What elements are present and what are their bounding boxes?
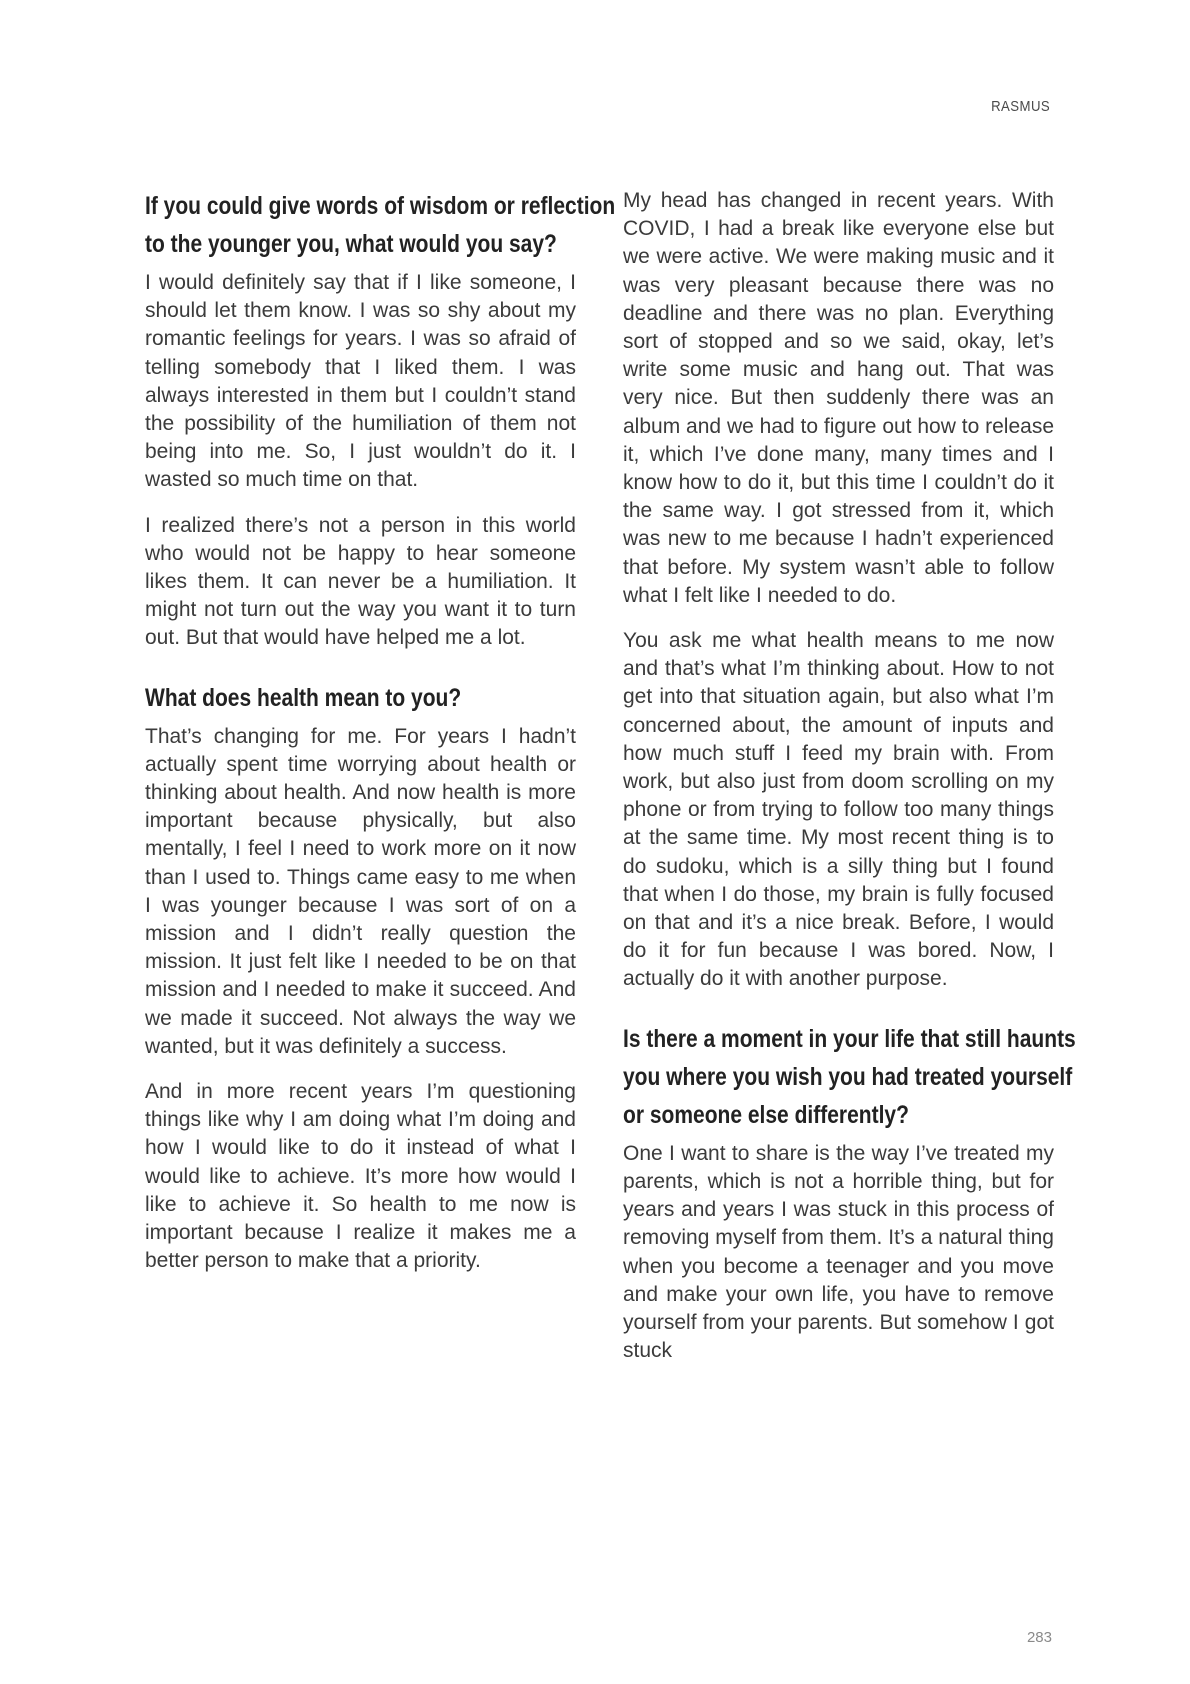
answer-paragraph: One I want to share is the way I’ve treated my parents, which is not a horrible thing, but for years and years I was stuck in this process of removing myself from them. It’s a natural thing when you become a teenager and you move and make your own life, you have to remove yourself from your parents. But somehow I got stuck — [623, 1141, 1054, 1363]
question-line: or someone else differently? — [623, 1100, 909, 1129]
answer-paragraph: That’s changing for me. For years I hadn’t actually spent time worrying about health or thinking about health. And now health is more important because physically, but also mentally, I feel I need to work more on it now than I used to. Things came easy to me when I was younger because I was sort of on a mission and I didn’t really question the mission. It just felt like I needed to be on that mission and I needed to make it succeed. And we made it succeed. Not always the way we wanted, but it was definitely a success. — [145, 724, 576, 1058]
answer-paragraph: And in more recent years I’m questioning things like why I am doing what I’m doing and how I would like to do it instead of what I would like to achieve. It’s more how would I like to achieve it. So health to me now is important because I realize it makes me a better person to make that a priority. — [145, 1080, 576, 1273]
question-line: to the younger you, what would you say? — [145, 230, 557, 258]
question-heading-wisdom — [145, 187, 616, 263]
question-line: What does health mean to you? — [145, 683, 462, 712]
answer-paragraph: I realized there’s not a person in this world who would not be happy to hear someone likes them. It can never be a humiliation. It might not turn out the way you want it to turn out. But that would have helped me a lot. — [145, 513, 576, 650]
left-column — [145, 187, 616, 1293]
question-line: you where you wish you had treated yourself — [623, 1062, 1073, 1091]
running-header: RASMUS — [990, 98, 1050, 115]
right-column — [623, 187, 1076, 1382]
question-line: If you could give words of wisdom or reflection — [145, 192, 616, 220]
question-heading-haunts — [623, 1020, 1076, 1134]
question-heading-health — [145, 679, 576, 717]
question-line: Is there a moment in your life that still haunts — [623, 1024, 1076, 1053]
answer-paragraph: I would definitely say that if I like someone, I should let them know. I was so shy about my romantic feelings for years. I was so afraid of telling somebody that I liked them. I was always interested in them but I couldn’t stand the possibility of the humiliation of them not being into me. So, I just wouldn’t do it. I wasted so much time on that. — [145, 271, 576, 492]
answer-paragraph: My head has changed in recent years. With COVID, I had a break like everyone else but we were active. We were making music and it was very pleasant because there was no deadline and there was no plan. Everything sort of stopped and so we said, okay, let’s write some music and hang out. That was very nice. But then suddenly there was an album and we had to figure out how to release it, which I’ve done many, many times and I know how to do it, but this time I couldn’t do it the same way. I got stressed from it, which was new to me because I hadn’t experienced that before. My system wasn’t able to follow what I felt like I needed to do. — [623, 189, 1054, 607]
page-number: 283 — [1026, 1629, 1052, 1646]
answer-paragraph: You ask me what health means to me now and that’s what I’m thinking about. How to not get into that situation again, but also what I’m concerned about, the amount of inputs and how much stuff I feed my brain with. From work, but also just from doom scrolling on my phone or from trying to follow too many things at the same time. My most recent thing is to do sudoku, which is a silly thing but I found that when I do those, my brain is fully focused on that and it’s a nice break. Before, I would do it for fun because I was bored. Now, I actually do it with another purpose. — [623, 629, 1054, 991]
